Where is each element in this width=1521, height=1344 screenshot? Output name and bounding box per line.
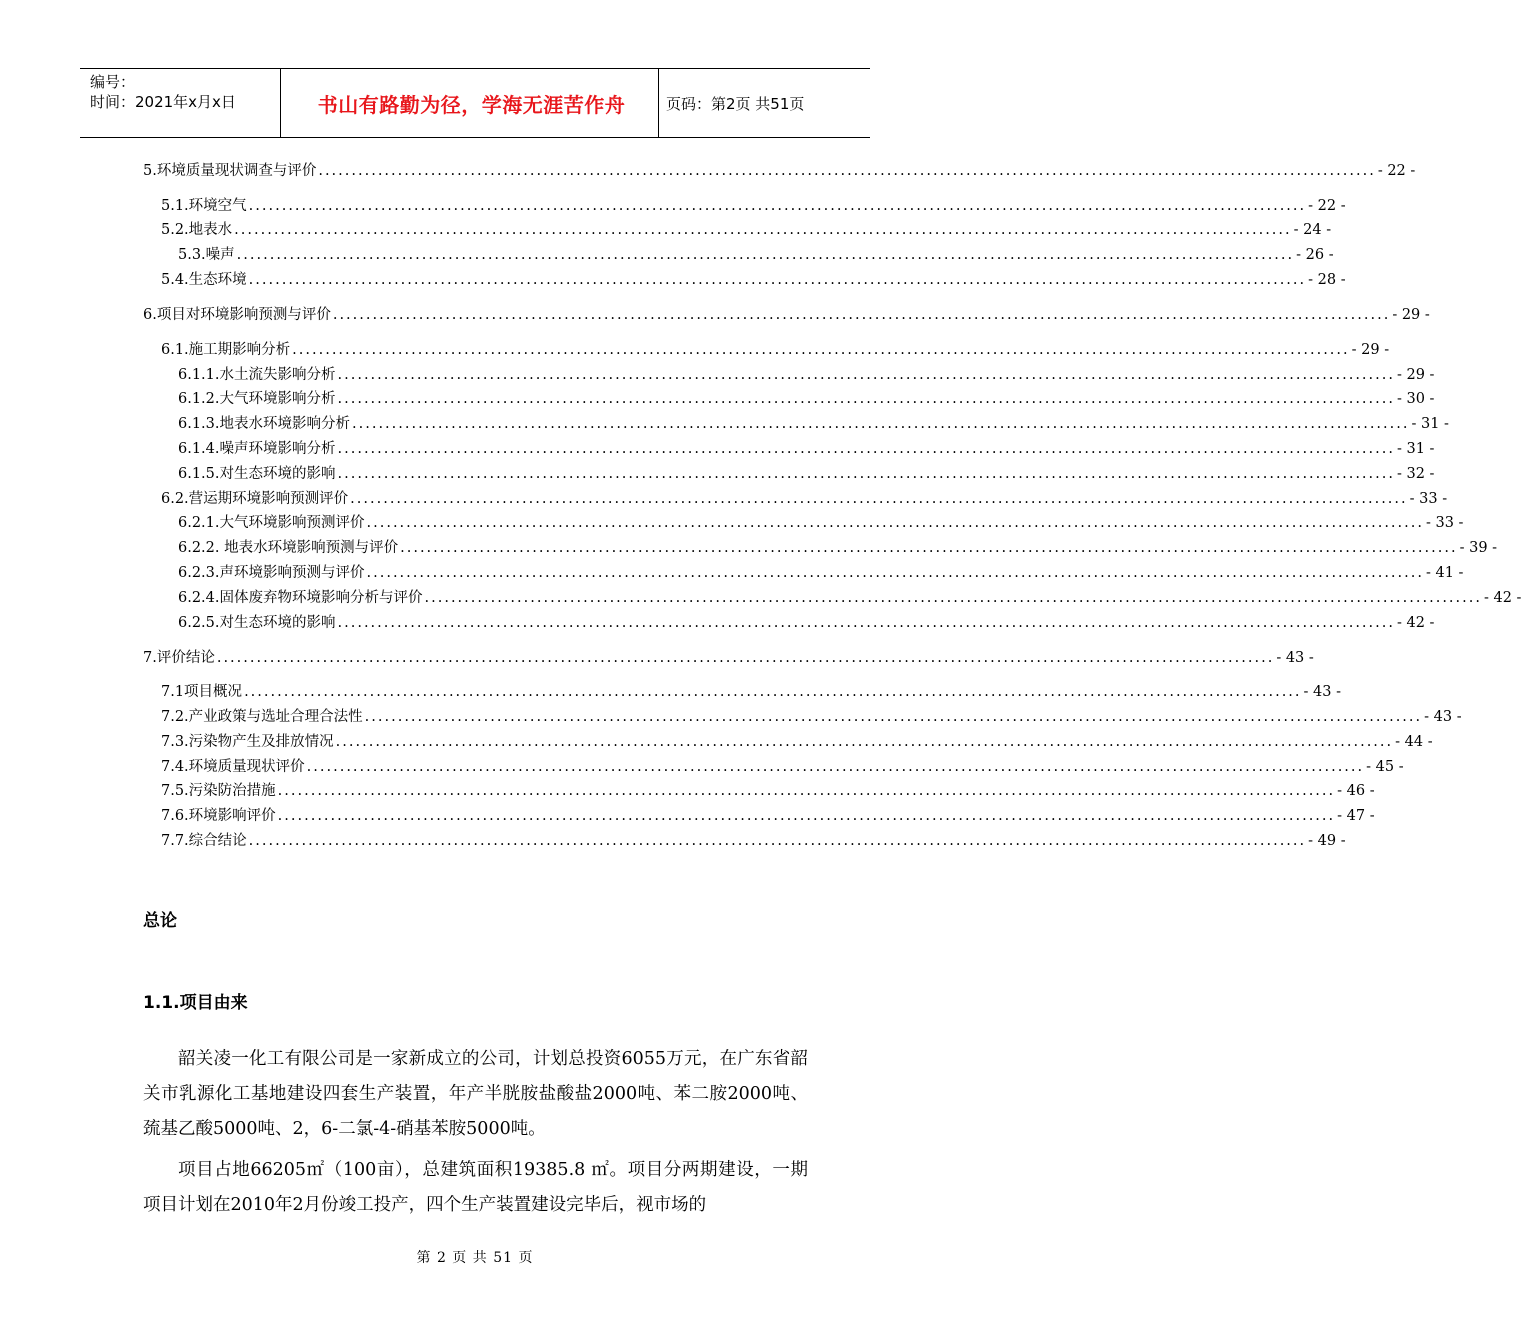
toc-entry[interactable]	[178, 438, 1435, 460]
toc-entry-title: 5.3.噪声	[178, 247, 235, 263]
toc-entry-title: 6.2.2. 地表水环境影响预测与评价	[178, 540, 399, 556]
toc-leader-dots: ................................................................................................................................................................	[216, 650, 1275, 666]
toc-entry[interactable]	[161, 195, 1346, 217]
toc-entry-page: - 22 -	[1308, 198, 1346, 214]
toc-entry-page: - 22 -	[1377, 163, 1416, 179]
toc-entry[interactable]	[178, 612, 1435, 634]
toc-entry-title: 6.1.1.水土流失影响分析	[178, 367, 336, 383]
header-divider	[280, 69, 281, 137]
toc-entry[interactable]	[161, 805, 1375, 827]
toc-entry-page: - 47 -	[1337, 808, 1375, 824]
toc-entry-page: - 49 -	[1308, 833, 1346, 849]
toc-entry-page: - 43 -	[1303, 684, 1341, 700]
toc-entry-title: 5.4.生态环境	[161, 272, 247, 288]
toc-entry[interactable]	[161, 488, 1448, 510]
toc-entry-page: - 31 -	[1396, 441, 1435, 457]
toc-entry-title: 7.5.污染防治措施	[161, 783, 276, 799]
toc-entry-page: - 44 -	[1395, 734, 1433, 750]
toc-leader-dots: ................................................................................................................................................................	[337, 367, 1395, 383]
toc-entry-page: - 30 -	[1396, 391, 1435, 407]
toc-entry-title: 6.2.1.大气环境影响预测评价	[178, 515, 365, 531]
page-header	[80, 68, 870, 138]
toc-entry-title: 7.7.综合结论	[161, 833, 247, 849]
toc-entry-title: 5.2.地表水	[161, 222, 233, 238]
toc-entry[interactable]	[178, 512, 1464, 534]
toc-leader-dots: ................................................................................................................................................................	[350, 491, 1408, 507]
toc-leader-dots: ................................................................................................................................................................	[248, 272, 1307, 288]
toc-entry[interactable]	[143, 160, 1416, 182]
toc-entry-page: - 45 -	[1366, 759, 1404, 775]
toc-leader-dots: ................................................................................................................................................................	[337, 441, 1395, 457]
toc-entry-title: 6.1.3.地表水环境影响分析	[178, 416, 351, 432]
toc-entry[interactable]	[143, 647, 1314, 669]
toc-entry-page: - 29 -	[1392, 307, 1430, 323]
toc-entry-title: 6.2.4.固体废弃物环境影响分析与评价	[178, 590, 423, 606]
toc-entry-page: - 39 -	[1459, 540, 1498, 556]
toc-entry-title: 7.4.环境质量现状评价	[161, 759, 305, 775]
toc-leader-dots: ................................................................................................................................................................	[424, 590, 1482, 606]
toc-leader-dots: ................................................................................................................................................................	[277, 808, 1336, 824]
toc-entry-page: - 24 -	[1293, 222, 1332, 238]
toc-leader-dots: ................................................................................................................................................................	[234, 222, 1292, 238]
toc-entry[interactable]	[178, 587, 1521, 609]
toc-entry[interactable]	[161, 756, 1404, 778]
toc-entry-page: - 46 -	[1337, 783, 1375, 799]
toc-leader-dots: ................................................................................................................................................................	[335, 734, 1394, 750]
toc-leader-dots: ................................................................................................................................................................	[337, 391, 1395, 407]
toc-entry-page: - 29 -	[1351, 342, 1390, 358]
toc-entry-page: - 31 -	[1411, 416, 1449, 432]
toc-entry-title: 7.3.污染物产生及排放情况	[161, 734, 334, 750]
toc-entry[interactable]	[178, 364, 1435, 386]
toc-entry[interactable]	[161, 269, 1346, 291]
toc-entry-title: 7.6.环境影响评价	[161, 808, 276, 824]
toc-leader-dots: ................................................................................................................................................................	[248, 833, 1307, 849]
toc-entry-page: - 26 -	[1296, 247, 1334, 263]
toc-entry[interactable]	[178, 537, 1498, 559]
toc-entry-page: - 41 -	[1425, 565, 1464, 581]
header-page-info: 页码：第2页 共51页	[666, 94, 805, 113]
toc-entry-title: 6.1.4.噪声环境影响分析	[178, 441, 336, 457]
toc-entry-title: 6.1.5.对生态环境的影响	[178, 466, 336, 482]
header-divider	[658, 69, 659, 137]
toc-entry[interactable]	[178, 463, 1435, 485]
toc-entry-page: - 33 -	[1409, 491, 1448, 507]
document-time-label: 时间：2021年x月x日	[90, 93, 236, 111]
toc-leader-dots: ................................................................................................................................................................	[332, 307, 1391, 323]
toc-entry[interactable]	[178, 562, 1464, 584]
toc-leader-dots: ................................................................................................................................................................	[292, 342, 1350, 358]
toc-entry-title: 6.2.5.对生态环境的影响	[178, 615, 336, 631]
toc-entry[interactable]	[178, 413, 1449, 435]
toc-entry-title: 6.2.3.声环境影响预测与评价	[178, 565, 365, 581]
toc-leader-dots: ................................................................................................................................................................	[248, 198, 1307, 214]
toc-leader-dots: ................................................................................................................................................................	[277, 783, 1336, 799]
toc-leader-dots: ................................................................................................................................................................	[352, 416, 1410, 432]
toc-entry[interactable]	[178, 244, 1334, 266]
body-paragraph: 项目占地66205㎡（100亩），总建筑面积19385.8 ㎡。项目分两期建设，一期项目计划在2010年2月份竣工投产，四个生产装置建设完毕后，视市场的	[143, 1160, 808, 1215]
toc-entry-page: - 29 -	[1396, 367, 1435, 383]
toc-entry[interactable]	[161, 830, 1346, 852]
toc-entry-page: - 32 -	[1396, 466, 1435, 482]
page-footer: 第 2 页 共 51 页	[416, 1250, 534, 1266]
toc-entry-page: - 43 -	[1276, 650, 1314, 666]
toc-leader-dots: ................................................................................................................................................................	[364, 709, 1423, 725]
toc-entry[interactable]	[161, 780, 1375, 802]
toc-entry-page: - 28 -	[1308, 272, 1346, 288]
toc-entry-title: 5.环境质量现状调查与评价	[143, 163, 317, 179]
toc-entry-page: - 42 -	[1396, 615, 1435, 631]
toc-entry-title: 6.项目对环境影响预测与评价	[143, 307, 331, 323]
header-motto: 书山有路勤为径，学海无涯苦作舟	[317, 92, 626, 117]
toc-entry-page: - 42 -	[1483, 590, 1521, 606]
toc-leader-dots: ................................................................................................................................................................	[306, 759, 1365, 775]
toc-leader-dots: ................................................................................................................................................................	[337, 466, 1395, 482]
toc-entry-page: - 43 -	[1424, 709, 1462, 725]
document-number-label: 编号：	[90, 73, 136, 91]
toc-leader-dots: ................................................................................................................................................................	[366, 515, 1424, 531]
header-meta	[90, 72, 275, 112]
toc-entry-title: 5.1.环境空气	[161, 198, 247, 214]
toc-leader-dots: ................................................................................................................................................................	[244, 684, 1302, 700]
toc-entry[interactable]	[161, 731, 1433, 753]
section-heading: 总论	[143, 911, 177, 931]
toc-entry[interactable]	[161, 339, 1390, 361]
toc-entry-title: 7.评价结论	[143, 650, 215, 666]
toc-leader-dots: ................................................................................................................................................................	[236, 247, 1295, 263]
toc-entry-title: 6.1.2.大气环境影响分析	[178, 391, 336, 407]
body-paragraph: 韶关凌一化工有限公司是一家新成立的公司，计划总投资6055万元，在广东省韶关市乳源化工基地建设四套生产装置，年产半胱胺盐酸盐2000吨、苯二胺2000吨、巯基乙酸5000吨、2，6-二氯-4-硝基苯胺5000吨。	[143, 1049, 808, 1139]
toc-entry[interactable]	[178, 388, 1435, 410]
toc-entry-title: 6.2.营运期环境影响预测评价	[161, 491, 349, 507]
toc-entry[interactable]	[161, 706, 1462, 728]
toc-entry[interactable]	[143, 304, 1430, 326]
subsection-heading: 1.1.项目由来	[143, 993, 248, 1013]
toc-leader-dots: ................................................................................................................................................................	[400, 540, 1458, 556]
toc-entry-title: 6.1.施工期影响分析	[161, 342, 291, 358]
toc-entry[interactable]	[161, 219, 1332, 241]
toc-entry-title: 7.2.产业政策与选址合理合法性	[161, 709, 363, 725]
toc-entry[interactable]	[161, 681, 1341, 703]
toc-leader-dots: ................................................................................................................................................................	[366, 565, 1424, 581]
toc-entry-page: - 33 -	[1425, 515, 1464, 531]
toc-leader-dots: ................................................................................................................................................................	[318, 163, 1376, 179]
toc-leader-dots: ................................................................................................................................................................	[337, 615, 1395, 631]
toc-entry-title: 7.1项目概况	[161, 684, 243, 700]
